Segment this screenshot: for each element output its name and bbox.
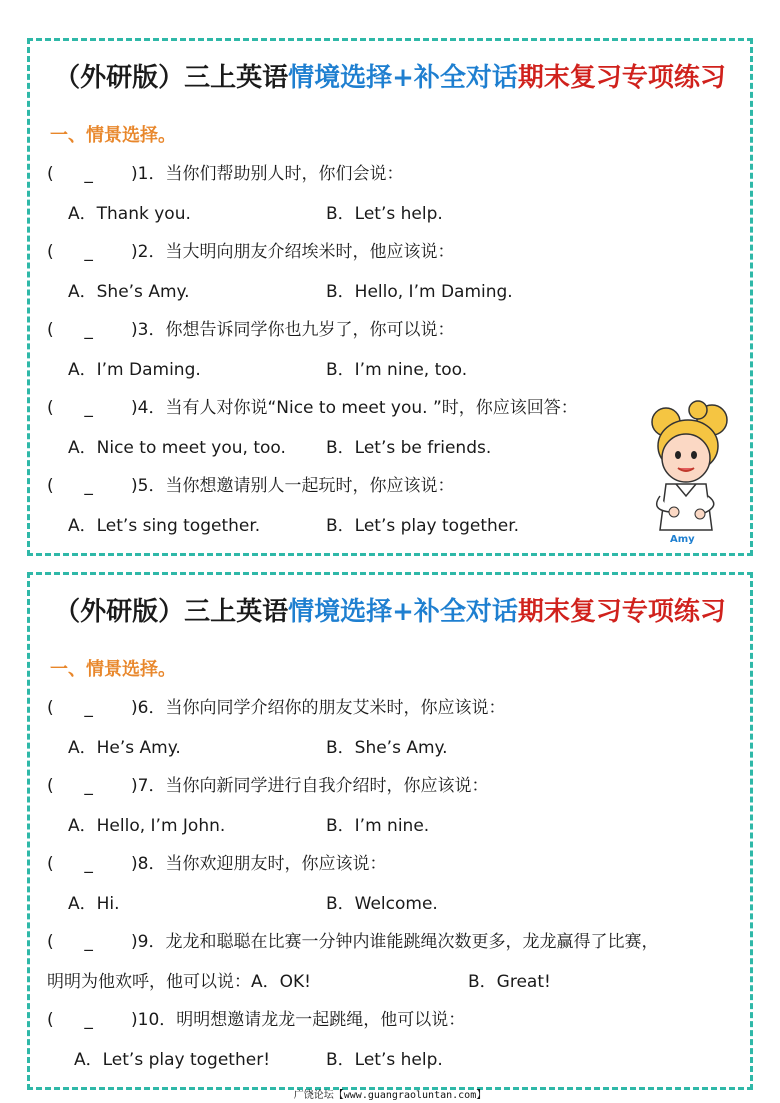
worksheet-title [30, 57, 750, 94]
question-1: ( _ )1．当你们帮助别人时，你们会说： [47, 164, 404, 184]
option-a: A．He’s Amy. [68, 738, 181, 758]
option-b: B．Hello, I’m Daming. [326, 282, 513, 302]
option-a: A．Hello, I’m John. [68, 816, 226, 836]
amy-illustration [640, 400, 740, 550]
question-text: )1．当你们帮助别人时，你们会说： [131, 164, 404, 184]
title-part-1: （外研版）三上英语 [54, 597, 289, 627]
question-7: ( _ )7．当你向新同学进行自我介绍时，你应该说： [47, 776, 489, 796]
answer-blank[interactable]: _ [84, 242, 93, 262]
title-part-1: （外研版）三上英语 [54, 63, 289, 93]
question-4: ( _ )4．当有人对你说“Nice to meet you. ”时，你应该回答： [47, 398, 578, 418]
footer-credit: 广饶论坛【www.guangraoluntan.com】 [293, 1090, 487, 1101]
answer-blank[interactable]: _ [84, 698, 93, 718]
section-heading: 一、情景选择。 [50, 659, 176, 680]
option-a: A．Let’s play together! [74, 1050, 271, 1070]
question-8: ( _ )8．当你欢迎朋友时，你应该说： [47, 854, 387, 874]
question-9: ( _ )9．龙龙和聪聪在比赛一分钟内谁能跳绳次数更多，龙龙赢得了比赛， [47, 932, 659, 952]
question-10: ( _ )10．明明想邀请龙龙一起跳绳，他可以说： [47, 1010, 466, 1030]
question-6: ( _ )6．当你向同学介绍你的朋友艾米时，你应该说： [47, 698, 506, 718]
answer-blank[interactable]: _ [84, 476, 93, 496]
question-text: )10．明明想邀请龙龙一起跳绳，他可以说： [131, 1010, 466, 1030]
title-part-2: 情境选择+补全对话 [288, 597, 518, 627]
option-a: A．Hi. [68, 894, 120, 914]
answer-blank[interactable]: _ [84, 398, 93, 418]
option-b: B．Let’s help. [326, 204, 443, 224]
option-b: B．Welcome. [326, 894, 438, 914]
option-b: B．Let’s be friends. [326, 438, 492, 458]
option-b: B．She’s Amy. [326, 738, 448, 758]
option-a: A．Thank you. [68, 204, 191, 224]
illustration-name-label: Amy [670, 534, 695, 545]
question-text: )4．当有人对你说“Nice to meet you. ”时，你应该回答： [131, 398, 578, 418]
answer-blank[interactable]: _ [84, 164, 93, 184]
question-5: ( _ )5．当你想邀请别人一起玩时，你应该说： [47, 476, 455, 496]
question-9-line-2: 明明为他欢呼，他可以说：A．OK! [47, 972, 311, 992]
answer-blank[interactable]: _ [84, 776, 93, 796]
section-heading: 一、情景选择。 [50, 125, 176, 146]
option-b: B．Great! [468, 972, 551, 992]
option-a: A．Let’s sing together. [68, 516, 261, 536]
option-a: A．Nice to meet you, too. [68, 438, 286, 458]
title-part-3: 期末复习专项练习 [517, 63, 726, 93]
question-text: )5．当你想邀请别人一起玩时，你应该说： [131, 476, 455, 496]
answer-blank[interactable]: _ [84, 854, 93, 874]
question-2: ( _ )2．当大明向朋友介绍埃米时，他应该说： [47, 242, 455, 262]
girl-icon [640, 400, 740, 550]
option-b: B．I’m nine. [326, 816, 430, 836]
option-b: B．I’m nine, too. [326, 360, 468, 380]
title-part-2: 情境选择+补全对话 [288, 63, 518, 93]
answer-blank[interactable]: _ [84, 320, 93, 340]
answer-blank[interactable]: _ [84, 1010, 93, 1030]
question-text: )9．龙龙和聪聪在比赛一分钟内谁能跳绳次数更多，龙龙赢得了比赛， [131, 932, 659, 952]
question-text: )6．当你向同学介绍你的朋友艾米时，你应该说： [131, 698, 506, 718]
option-b: B．Let’s play together. [326, 516, 520, 536]
option-a: A．She’s Amy. [68, 282, 190, 302]
option-b: B．Let’s help. [326, 1050, 443, 1070]
worksheet-panel-2 [27, 572, 753, 1090]
worksheet-title [30, 591, 750, 628]
option-a: A．I’m Daming. [68, 360, 201, 380]
answer-blank[interactable]: _ [84, 932, 93, 952]
title-part-3: 期末复习专项练习 [517, 597, 726, 627]
question-text: )8．当你欢迎朋友时，你应该说： [131, 854, 387, 874]
question-text: )7．当你向新同学进行自我介绍时，你应该说： [131, 776, 489, 796]
question-text: )2．当大明向朋友介绍埃米时，他应该说： [131, 242, 455, 262]
question-3: ( _ )3．你想告诉同学你也九岁了，你可以说： [47, 320, 455, 340]
question-text: )3．你想告诉同学你也九岁了，你可以说： [131, 320, 455, 340]
